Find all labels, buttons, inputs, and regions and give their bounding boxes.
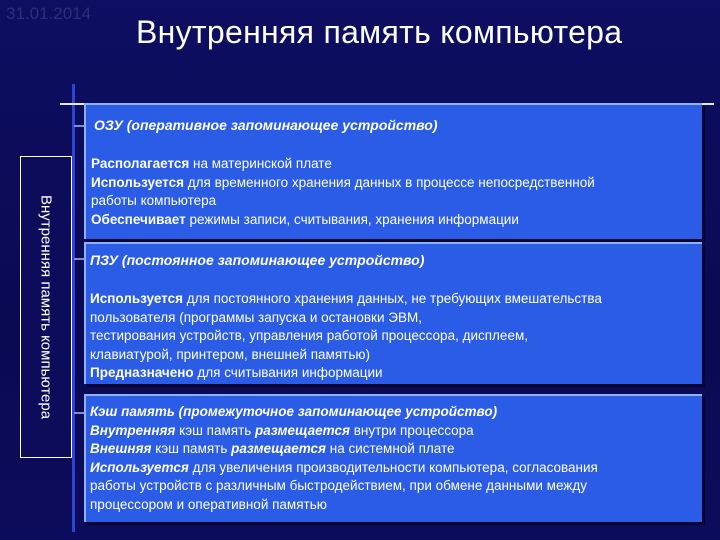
ram-line: Располагается на материнской плате: [91, 156, 332, 171]
ram-line: Используется для временного хранения данных в процессе непосредственной: [91, 174, 595, 190]
cache-line: работы устройств с различным быстродействием, при обмене данными между: [90, 478, 587, 493]
rom-line: пользователя (программы запуска и остановки ЭВМ,: [90, 309, 422, 325]
cache-heading: Кэш память (промежуточное запоминающее устройство): [90, 404, 498, 419]
ram-body: [91, 155, 595, 229]
side-label: Внутренняя память компьютера: [37, 194, 55, 420]
slide-date: 31.01.2014: [6, 4, 92, 23]
cache-line: Используется для увеличения производительности компьютера, согласования: [90, 459, 598, 475]
ram-line: работы компьютера: [91, 193, 217, 208]
rom-line: клавиатурой, принтером, внешней памятью): [90, 346, 370, 362]
side-label-wrap: [20, 156, 72, 458]
rom-card: [84, 242, 702, 384]
ram-card: [84, 103, 702, 239]
vertical-rule: [72, 84, 75, 532]
ram-line: Обеспечивает режимы записи, считывания, хранения информации: [91, 211, 519, 227]
ram-heading: ОЗУ (оперативное запоминающее устройство): [94, 117, 438, 133]
rom-heading: ПЗУ (постоянное запоминающее устройство): [90, 252, 425, 268]
slide-title: Внутренняя память компьютера: [136, 14, 623, 50]
cache-card: [84, 394, 702, 522]
rom-line: тестирования устройств, управления работой процессора, дисплеем,: [90, 328, 528, 343]
cache-line: процессором и оперативной памятью: [90, 496, 327, 512]
rom-body: [90, 290, 602, 383]
cache-line: Внутренняя кэш память размещается внутри процессора: [90, 422, 474, 438]
rom-line: Предназначено для считывания информации: [90, 365, 383, 380]
cache-line: Внешняя кэш память размещается на системной плате: [90, 441, 455, 456]
rom-line: Используется для постоянного хранения данных, не требующих вмешательства: [90, 291, 602, 306]
cache-body: [90, 403, 598, 514]
